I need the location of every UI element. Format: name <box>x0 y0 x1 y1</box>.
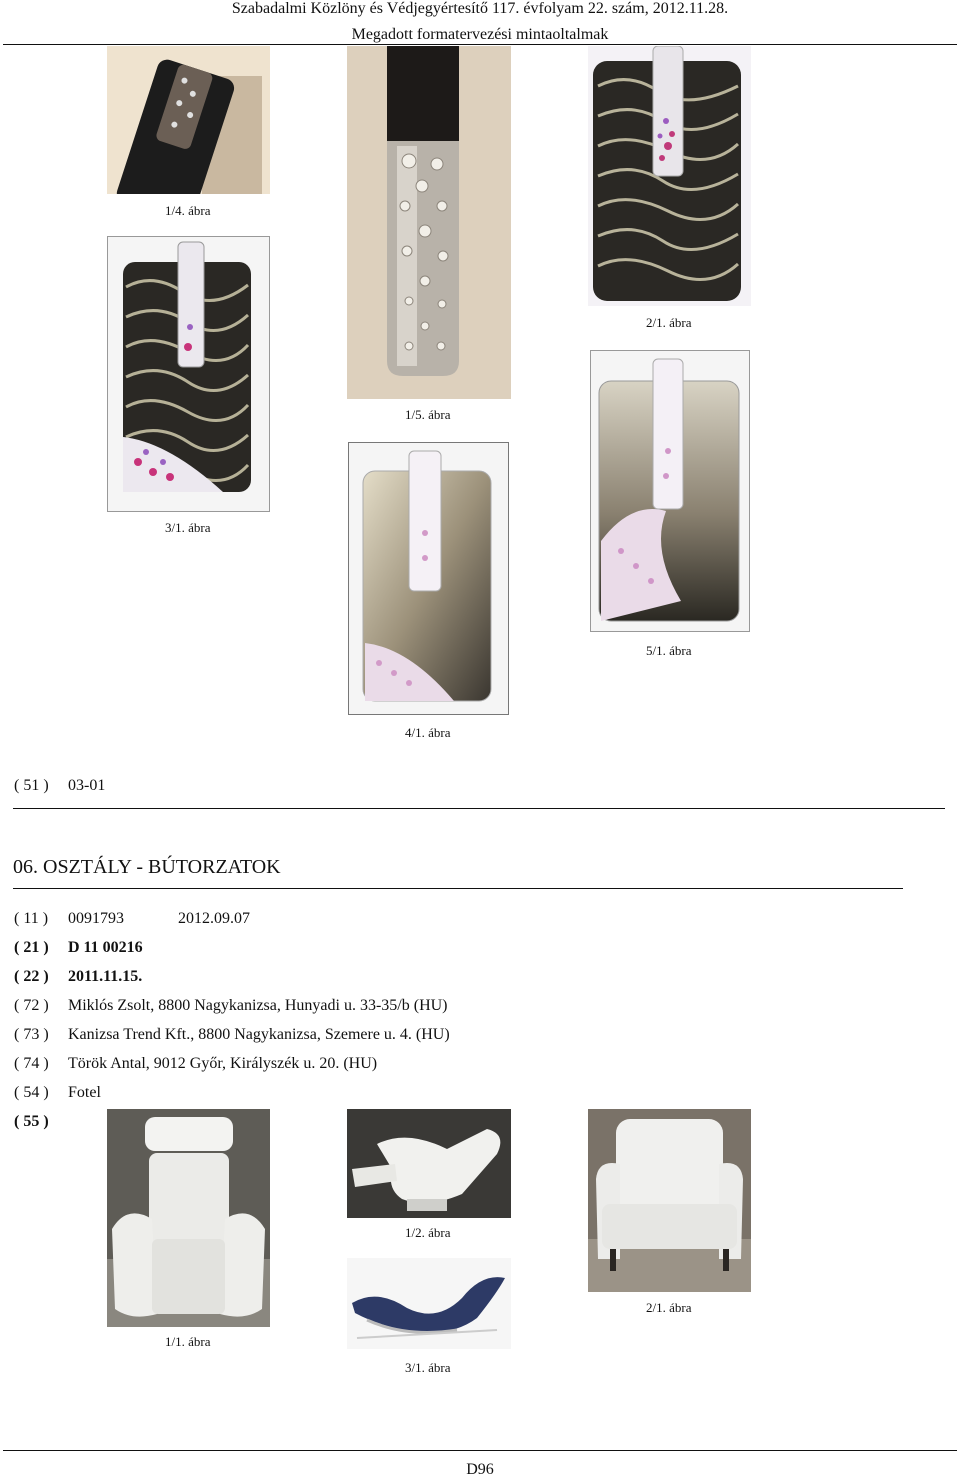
header-rule <box>3 44 957 45</box>
figure-5-1-photo <box>590 350 750 632</box>
representative: Török Antal, 9012 Győr, Királyszék u. 20. (HU) <box>68 1055 378 1072</box>
caption-1-5: 1/5. ábra <box>405 407 451 422</box>
page-number: D96 <box>466 1461 494 1478</box>
figure-1-5-photo <box>347 46 511 399</box>
caption-1-1: 1/1. ábra <box>165 1334 211 1349</box>
section-header: Megadott formatervezési mintaoltalmak <box>351 26 609 43</box>
caption-3-1-prev: 3/1. ábra <box>165 520 211 535</box>
holder: Kanizsa Trend Kft., 8800 Nagykanizsa, Szemere u. 4. (HU) <box>68 1026 450 1043</box>
value-51: 03-01 <box>68 777 106 794</box>
registration-number: 0091793 <box>68 910 124 927</box>
figure-2-1-chair-photo <box>588 1109 751 1292</box>
journal-header: Szabadalmi Közlöny és Védjegyértesítő 117. évfolyam 22. szám, 2012.11.28. <box>231 0 729 17</box>
section-rule <box>13 888 903 889</box>
caption-2-1-prev: 2/1. ábra <box>646 315 692 330</box>
designer: Miklós Zsolt, 8800 Nagykanizsa, Hunyadi u. 33-35/b (HU) <box>68 997 448 1014</box>
code-72: ( 72 ) <box>14 997 49 1014</box>
caption-4-1: 4/1. ábra <box>405 725 451 740</box>
figure-3-1-photo <box>107 236 270 512</box>
code-73: ( 73 ) <box>14 1026 49 1043</box>
code-11: ( 11 ) <box>14 910 49 927</box>
caption-1-4: 1/4. ábra <box>165 203 211 218</box>
caption-5-1: 5/1. ábra <box>646 643 692 658</box>
figure-1-1-photo <box>107 1109 270 1327</box>
figure-3-1-chaise-photo <box>347 1258 511 1349</box>
figure-1-2-photo <box>347 1109 511 1218</box>
code-54: ( 54 ) <box>14 1084 49 1101</box>
caption-3-1: 3/1. ábra <box>405 1360 451 1375</box>
caption-2-1: 2/1. ábra <box>646 1300 692 1315</box>
code-51: ( 51 ) <box>14 777 49 794</box>
section-title: 06. OSZTÁLY - BÚTORZATOK <box>13 856 281 878</box>
code-74: ( 74 ) <box>14 1055 49 1072</box>
figure-1-4-photo <box>107 46 270 194</box>
figure-4-1-photo <box>348 442 509 715</box>
design-title: Fotel <box>68 1084 101 1101</box>
registration-date: 2012.09.07 <box>178 910 250 927</box>
code-21: ( 21 ) <box>14 939 49 956</box>
filing-date: 2011.11.15. <box>68 968 143 985</box>
application-number: D 11 00216 <box>68 939 143 956</box>
code-55: ( 55 ) <box>14 1113 49 1130</box>
entry-rule <box>13 808 945 809</box>
footer-rule <box>3 1450 957 1451</box>
code-22: ( 22 ) <box>14 968 49 985</box>
caption-1-2: 1/2. ábra <box>405 1225 451 1240</box>
figure-2-1-photo <box>588 46 751 306</box>
